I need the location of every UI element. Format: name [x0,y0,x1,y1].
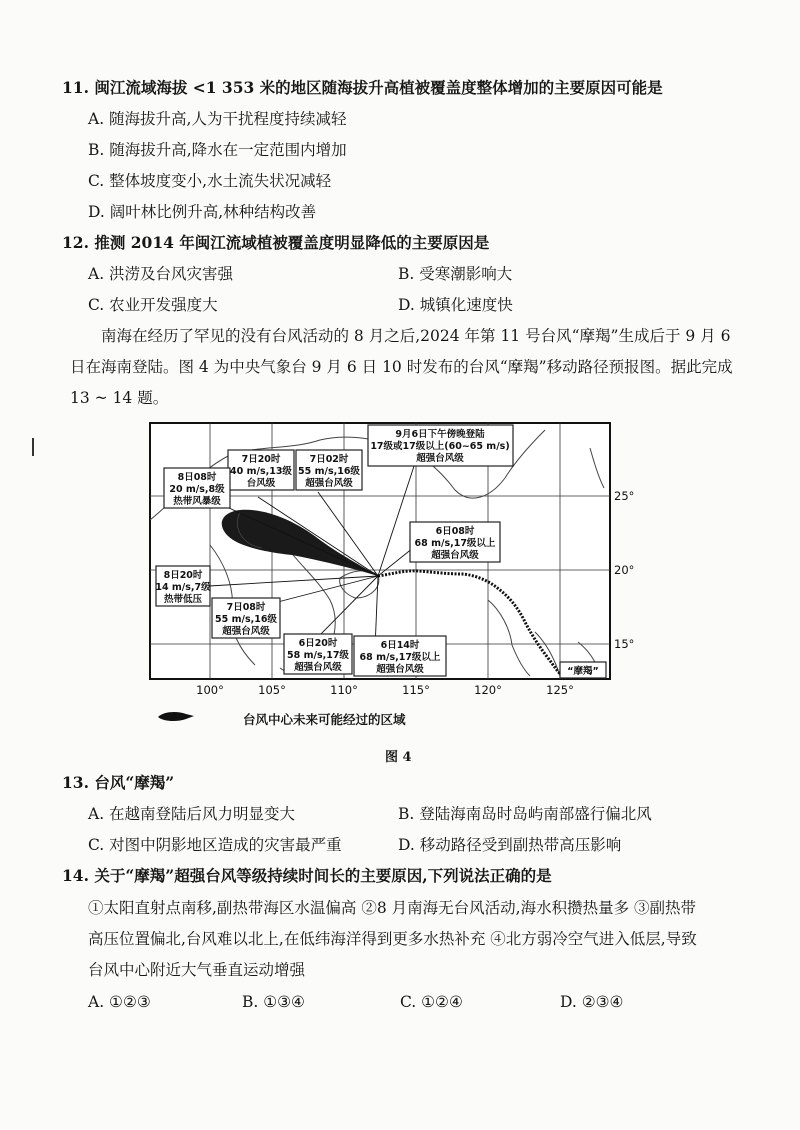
q13-option-c: C. 对图中阴影地区造成的灾害最严重 [88,836,342,854]
map-legend: 台风中心未来可能经过的区域 [243,712,406,727]
q12-stem: 12. 推测 2014 年闽江流域植被覆盖度明显降低的主要原因是 [62,233,490,252]
svg-text:40 m/s,13级: 40 m/s,13级 [230,466,292,477]
q14-option-b: B. ①③④ [242,993,305,1011]
svg-text:68 m/s,17级以上: 68 m/s,17级以上 [359,652,441,663]
legend-cone-icon [158,712,194,721]
q13-option-b: B. 登陆海南岛时岛屿南部盛行偏北风 [398,805,652,823]
lon-tick-100: 100° [196,683,224,697]
svg-text:6日08时: 6日08时 [435,526,475,537]
q11-option-d: D. 阔叶林比例升高,林种结构改善 [88,203,317,221]
lon-tick-120: 120° [474,683,502,697]
lat-tick-15: 15° [614,637,635,651]
label-box-landfall [368,425,513,466]
q13-option-a: A. 在越南登陆后风力明显变大 [88,805,296,823]
svg-text:热带低压: 热带低压 [163,594,203,605]
svg-text:超强台风级: 超强台风级 [222,626,270,637]
svg-text:55 m/s,16级: 55 m/s,16级 [215,614,277,625]
label-box-8d08h [164,468,230,508]
q13-stem: 13. 台风“摩羯” [62,773,175,792]
lon-tick-125: 125° [546,683,574,697]
lon-tick-105: 105° [258,683,286,697]
passage: 南海在经历了罕见的没有台风活动的 8 月之后,2024 年第 11 号台风“摩羯”生成后于 9 月 6 日在海南登陆。图 4 为中央气象台 9 月 6 日 10 时发布的台风“摩羯”移动路径预报图。据此完成 13 ~ 14 题。 [70,327,733,407]
lat-tick-20: 20° [614,563,635,577]
svg-text:8日08时: 8日08时 [177,472,217,483]
svg-text:6日20时: 6日20时 [298,638,338,649]
label-box-6d20h [284,634,352,674]
svg-text:58 m/s,17级: 58 m/s,17级 [287,650,349,661]
q11-stem: 11. 闽江流域海拔 <1 353 米的地区随海拔升高植被覆盖度整体增加的主要原因可能是 [62,78,663,97]
label-box-8d20h [155,566,211,606]
lat-tick-25: 25° [614,489,635,503]
q12-option-d: D. 城镇化速度快 [398,296,513,314]
q13-option-d: D. 移动路径受到副热带高压影响 [398,836,622,854]
svg-text:6日14时: 6日14时 [380,640,420,651]
q14-body: ①太阳直射点南移,副热带海区水温偏高 ②8 月南海无台风活动,海水积攒热量多 ③副热带高压位置偏北,台风难以北上,在低纬海洋得到更多水热补充 ④北方弱冷空气进入低层,导致台风中心附近大气垂直运动增强 [88,899,697,979]
q14-option-d: D. ②③④ [560,993,624,1011]
q12-option-b: B. 受寒潮影响大 [398,265,513,283]
q14-option-c: C. ①②④ [400,993,463,1011]
figure-label: 图 4 [385,750,412,765]
landfall-line-3: 超强台风级 [416,453,464,464]
svg-text:热带风暴级: 热带风暴级 [173,496,221,507]
label-box-6d08h [410,522,500,562]
label-box-7d02h [296,450,362,490]
landfall-line-1: 9月6日下午傍晚登陆 [395,429,485,440]
landfall-line-2: 17级或17级以上(60~65 m/s) [370,441,510,452]
svg-text:超强台风级: 超强台风级 [294,662,342,673]
svg-text:7日02时: 7日02时 [309,454,349,465]
q12-option-c: C. 农业开发强度大 [88,296,218,314]
label-box-7d08h [212,598,280,638]
lon-tick-115: 115° [402,683,430,697]
svg-text:超强台风级: 超强台风级 [305,478,353,489]
svg-text:台风级: 台风级 [246,478,276,489]
q14-option-a: A. ①②③ [88,993,151,1011]
q11-option-c: C. 整体坡度变小,水土流失状况减轻 [88,172,332,190]
svg-text:14 m/s,7级: 14 m/s,7级 [155,582,211,593]
svg-text:55 m/s,16级: 55 m/s,16级 [298,466,360,477]
svg-text:8日20时: 8日20时 [163,570,203,581]
svg-text:超强台风级: 超强台风级 [431,550,479,561]
q12-option-a: A. 洪涝及台风灾害强 [88,265,234,283]
svg-text:7日08时: 7日08时 [226,602,266,613]
q14-stem: 14. 关于“摩羯”超强台风等级持续时间长的主要原因,下列说法正确的是 [62,866,552,885]
lon-tick-110: 110° [330,683,358,697]
q11-option-a: A. 随海拔升高,人为干扰程度持续减轻 [88,110,347,128]
q11-option-b: B. 随海拔升高,降水在一定范围内增加 [88,141,347,159]
svg-text:7日20时: 7日20时 [241,454,281,465]
svg-text:68 m/s,17级以上: 68 m/s,17级以上 [414,538,496,549]
typhoon-name: “摩羯” [567,666,599,677]
label-box-7d20h [228,450,294,490]
svg-text:超强台风级: 超强台风级 [376,664,424,675]
label-box-6d14h [354,636,446,676]
svg-text:20 m/s,8级: 20 m/s,8级 [169,484,225,495]
